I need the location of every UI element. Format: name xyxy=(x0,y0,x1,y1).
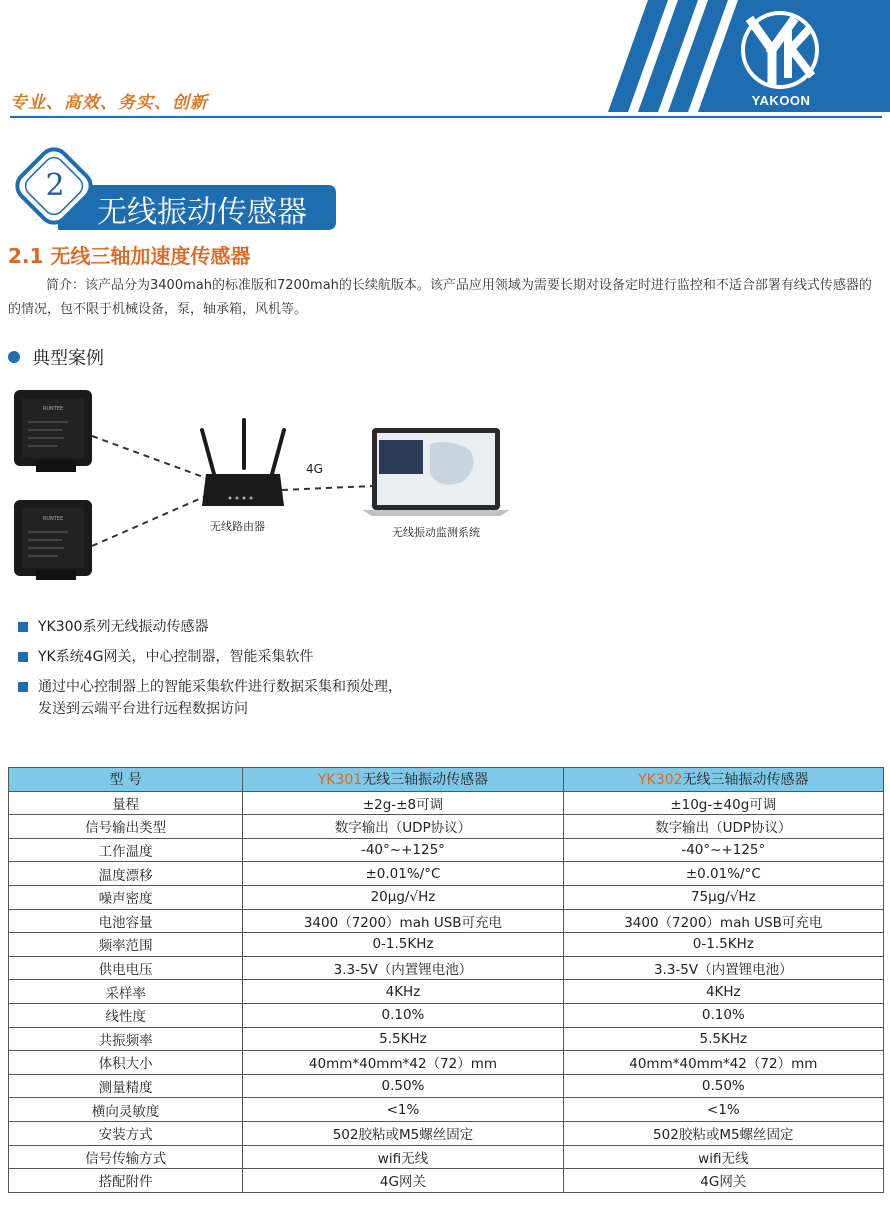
spec-label-cell: 测量精度 xyxy=(9,1074,243,1098)
monitor-label: 无线振动监测系统 xyxy=(392,526,480,539)
bullet-dot-icon xyxy=(8,351,20,363)
spec-value-cell: <1% xyxy=(243,1098,563,1122)
spec-value-cell: ±2g-±8可调 xyxy=(243,791,563,815)
spec-label-cell: 搭配附件 xyxy=(9,1169,243,1193)
spec-value-cell: wifi无线 xyxy=(243,1145,563,1169)
spec-value-cell: 数字输出（UDP协议） xyxy=(563,815,883,839)
feature-list xyxy=(18,616,718,728)
table-row xyxy=(9,980,884,1004)
spec-label-cell: 采样率 xyxy=(9,980,243,1004)
spec-label-cell: 共振频率 xyxy=(9,1027,243,1051)
table-row xyxy=(9,1169,884,1193)
spec-value-cell: 0.10% xyxy=(563,1003,883,1027)
spec-value-cell: 3.3-5V（内置锂电池） xyxy=(243,956,563,980)
spec-label-cell: 供电电压 xyxy=(9,956,243,980)
spec-value-cell: 3400（7200）mah USB可充电 xyxy=(243,909,563,933)
spec-value-cell: 5.5KHz xyxy=(243,1027,563,1051)
table-row xyxy=(9,1145,884,1169)
table-row xyxy=(9,1003,884,1027)
spec-value-cell: wifi无线 xyxy=(563,1145,883,1169)
section-title: 无线振动传感器 xyxy=(97,195,307,230)
spec-value-cell: 20μg/√Hz xyxy=(243,885,563,909)
case-heading xyxy=(8,344,104,370)
slogan: 专业、高效、务实、创新 xyxy=(10,93,208,113)
spec-label-cell: 噪声密度 xyxy=(9,885,243,909)
spec-value-cell: 5.5KHz xyxy=(563,1027,883,1051)
spec-value-cell: -40°~+125° xyxy=(563,838,883,862)
spec-label-cell: 线性度 xyxy=(9,1003,243,1027)
spec-value-cell: <1% xyxy=(563,1098,883,1122)
spec-value-cell: 4KHz xyxy=(243,980,563,1004)
spec-value-cell: 0.50% xyxy=(563,1074,883,1098)
spec-value-cell: 502胶粘或M5螺丝固定 xyxy=(563,1121,883,1145)
laptop-icon xyxy=(362,428,510,516)
sensor-brand-2: RUNTEE xyxy=(42,516,64,522)
table-row xyxy=(9,862,884,886)
spec-value-cell: -40°~+125° xyxy=(243,838,563,862)
table-row xyxy=(9,885,884,909)
spec-value-cell: 4G网关 xyxy=(243,1169,563,1193)
sensor-device-icon xyxy=(14,390,92,472)
spec-label-cell: 信号输出类型 xyxy=(9,815,243,839)
spec-label-cell: 安装方式 xyxy=(9,1121,243,1145)
list-item: YK系统4G网关，中心控制器，智能采集软件 xyxy=(18,646,718,668)
model-name: 无线三轴振动传感器 xyxy=(362,772,489,789)
header-divider xyxy=(10,116,882,118)
header-yk302 xyxy=(563,768,883,792)
spec-value-cell: ±0.01%/°C xyxy=(563,862,883,886)
spec-value-cell: ±0.01%/°C xyxy=(243,862,563,886)
header-yk301 xyxy=(243,768,563,792)
spec-label-cell: 频率范围 xyxy=(9,933,243,957)
spec-value-cell: 0-1.5KHz xyxy=(243,933,563,957)
sensor-brand-1: RUNTEE xyxy=(42,406,64,412)
table-row xyxy=(9,838,884,862)
table-row xyxy=(9,956,884,980)
list-item: YK300系列无线振动传感器 xyxy=(18,616,718,638)
brand-name: YAKOON xyxy=(751,93,811,108)
spec-table xyxy=(8,767,884,1193)
table-row xyxy=(9,933,884,957)
spec-table-body xyxy=(9,791,884,1192)
intro-paragraph: 简介：该产品分为3400mah的标准版和7200mah的长续航版本。该产品应用领域为需要长期对设备定时进行监控和不适合部署有线式传感器的的情况，包不限于机械设备，泵，轴承箱，风机等。 xyxy=(8,278,872,317)
spec-label-cell: 温度漂移 xyxy=(9,862,243,886)
model-code: YK301 xyxy=(317,772,363,789)
spec-value-cell: 3.3-5V（内置锂电池） xyxy=(563,956,883,980)
spec-value-cell: 3400（7200）mah USB可充电 xyxy=(563,909,883,933)
spec-value-cell: 40mm*40mm*42（72）mm xyxy=(243,1051,563,1075)
spec-label-cell: 信号传输方式 xyxy=(9,1145,243,1169)
spec-value-cell: 数字输出（UDP协议） xyxy=(243,815,563,839)
table-row xyxy=(9,1121,884,1145)
model-code: YK302 xyxy=(638,772,683,789)
spec-label-cell: 量程 xyxy=(9,791,243,815)
spec-value-cell: 4G网关 xyxy=(563,1169,883,1193)
link-label: 4G xyxy=(306,462,323,476)
sensor-device-icon xyxy=(14,500,92,580)
table-row xyxy=(9,1098,884,1122)
subsection-title: 2.1 无线三轴加速度传感器 xyxy=(8,244,251,268)
network-diagram xyxy=(0,378,520,588)
section-number: 2 xyxy=(45,168,65,203)
table-row xyxy=(9,815,884,839)
table-row xyxy=(9,1074,884,1098)
spec-label-cell: 电池容量 xyxy=(9,909,243,933)
spec-value-cell: 0-1.5KHz xyxy=(563,933,883,957)
table-row xyxy=(9,1051,884,1075)
header-model: 型 号 xyxy=(9,768,243,792)
spec-label-cell: 工作温度 xyxy=(9,838,243,862)
spec-label-cell: 横向灵敏度 xyxy=(9,1098,243,1122)
table-row xyxy=(9,909,884,933)
spec-value-cell: 502胶粘或M5螺丝固定 xyxy=(243,1121,563,1145)
table-row xyxy=(9,791,884,815)
spec-value-cell: 40mm*40mm*42（72）mm xyxy=(563,1051,883,1075)
router-icon xyxy=(202,420,284,506)
spec-value-cell: ±10g-±40g可调 xyxy=(563,791,883,815)
spec-value-cell: 4KHz xyxy=(563,980,883,1004)
spec-value-cell: 0.10% xyxy=(243,1003,563,1027)
router-label: 无线路由器 xyxy=(210,520,265,533)
spec-value-cell: 0.50% xyxy=(243,1074,563,1098)
case-heading-text: 典型案例 xyxy=(32,348,104,369)
spec-value-cell: 75μg/√Hz xyxy=(563,885,883,909)
table-row xyxy=(9,1027,884,1051)
spec-label-cell: 体积大小 xyxy=(9,1051,243,1075)
model-name: 无线三轴振动传感器 xyxy=(682,772,809,789)
list-item: 通过中心控制器上的智能采集软件进行数据采集和预处理， 发送到云端平台进行远程数据访问 xyxy=(18,676,718,720)
table-header-row xyxy=(9,768,884,792)
